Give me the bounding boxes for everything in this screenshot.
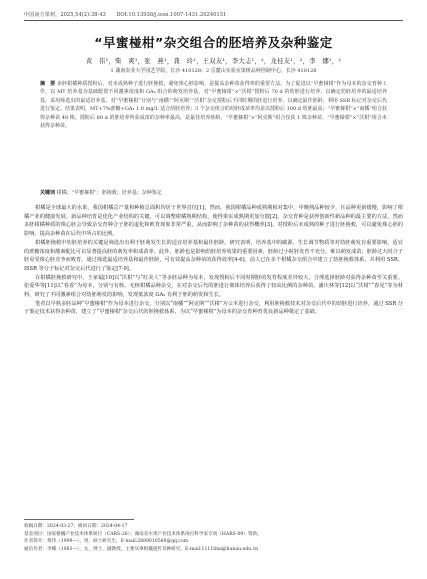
author-list: 黄 伟¹，柴 爽¹，张 燕¹，龚 玲¹，王双友¹，李大志¹，²，龙桂友¹，²，李 娜¹，² [85,58,342,65]
footnote-received: 收稿日期：2024-03-27；修回日期：2024-04-17 [24,524,128,529]
abstract-label: 摘 要 [40,81,56,87]
keywords [40,189,387,196]
body-paragraph: 在柑橘胚挽救研究中，王家福[10]以“沃柑”与“红美人”等多胚品种为母本，发现授粉后不同时期胚的发育程度差异较大，合理选择胚龄对获得杂种苗至关重要。张爱华等[11]以“春香”为母本，分别与有核、无核柑橘品种杂交，在对杂交后代的胚进行离体培养后获得了较高比例的杂种苗。潘庆林等[12]以“沃柑”“春见”等为材料，研究了不同激素组合对幼胚萌发的影响，发现低浓度 GA₃ 有利于胚的萌发和生长。 [24,274,403,299]
footnotes [24,523,403,553]
abstract-text: 多胚柑橘种质授粉后，对未成熟种子进行胚挽救，避免珠心胚影响，是提高杂种苗获得率的重要方法。为了促进以“早蜜椪柑”作为母本的杂交育种工作，以 MT 培养基为基础配置不同激素浓度和 GA₃ 组合的萌发培养基，对“早蜜椪柑”×“沃柑”授粉后 70 d 的幼胚进行培养，以确定幼胚培养的最适培养基，采用筛选出的最适培养基，对“早蜜椪柑”分别与“南橘”“阿克斯”“沃柑”杂交授粉后不同时期的胚进行培养，以确定最佳胚龄，利用 SSR 标记对杂交后代进行鉴定。结果表明，MT+7%蔗糖+GA₃ 1.0 mg/L 适合幼胚培养；3 个杂交组合的幼胚成苗率均是以授粉后 100 d 幼胚最高；“早蜜椪柑”×“南橘”组合获得杂种苗 48 株，授粉后 80 d 的胚培养所获成苗的杂种率最高，是最佳培养胚龄。“早蜜椪柑”×“阿克斯”组合仅获 1 株杂种苗，“早蜜椪柑”×“沃柑”组合未获得杂种苗。 [40,81,387,130]
footnote-author: 作者简介：黄伟（1999—），男，硕士研究生，E-mail:2889010569@qq.com [24,539,189,545]
keywords-text: 柑橘；“早蜜椪柑”；胚挽救；培养基；杂种鉴定 [56,190,162,196]
keywords-label: 关键词 [40,190,56,196]
abstract [40,80,387,130]
journal-header: 中国南方果树，2025,54(2):38-43 DOI:10.13938/j.issn.1007-1431.20240151 [24,12,227,18]
body-text [24,204,403,317]
footnote-rule [24,519,134,520]
header-rule [24,20,403,21]
body-paragraph: 柑橘是全球最大的水果，我国柑橘总产量和种植总面积均居于世界首位[1]。然而，我国柑橘品种成熟期相对集中，中晚熟品种较少，且品种更新缓慢，影响了柑橘产业的健康发展。新品种培育是优化产业结构的关键，可以调整柑橘熟期结构，使得果实成熟期更加分散[2]。杂交育种是获得创新性新品种的最主要的方法，然而多胚柑橘种质的珠心胚会导致杂交育种合子胚的退化和败育现象非常严重，从而影响了杂种苗的获得概率[3]。对授粉后未成熟的种子进行胚挽救，可以避免珠心胚的影响，提高杂种苗在后代中所占的比例。 [24,205,403,238]
paper-title: “早蜜椪柑”杂交组合的胚培养及杂种鉴定 [94,35,333,50]
affiliation: 1 湖南农业大学园艺学院，长沙 410128；2 岳麓山实验室果树品种创制中心，长沙 410128 [110,68,317,74]
body-paragraph: 柑橘胚挽救中幼胚培养的关键是筛选出有利于胚萌发生长的适宜培养基和最佳胚龄。研究表明，培养基中的碳源、生长调节物质等对幼胚萌发有重要影响，适宜的蔗糖浓度和激素配比可以显著提高胚的萌发率和成苗率。此外，胚龄也是影响幼胚培养效果的重要因素，胚龄过小时胚发育不充分，难以萌发成苗；胚龄过大时合子胚易受珠心胚竞争而败育。通过筛选最适培养基和最佳胚龄，可有效提高杂种苗的获得效率[4-6]。前人已在多个柑橘杂交组合中建立了幼胚挽救体系，并利用 SSR、ISSR 等分子标记对杂交后代进行了鉴定[7-9]。 [24,239,403,272]
footnote-corresponding: 通信作者：李娜（1983—），女，博士，副教授，主要从事柑橘遗传育种研究。E-mail:1111lina@hunau.edu.cn [24,546,259,552]
footnote-funding: 基金项目：国家柑橘产业技术体系项目（CARS-26）；湖南省水果产业技术体系岗位科学家专项（HARS-09）资助。 [24,531,262,537]
body-paragraph: 笔者以早熟多胚品种“早蜜椪柑”作为母本进行杂交，分别以“南橘”“阿克斯”“沃柑”为父本进行杂交，利用胚挽救技术对杂交后代中的幼胚进行培养，通过 SSR 分子鉴定技术获得杂种苗，建立了“早蜜椪柑”杂交后代的胚挽救体系，为以“早蜜椪柑”为母本的杂交育种育优良新品种奠定了基础。 [24,300,403,316]
